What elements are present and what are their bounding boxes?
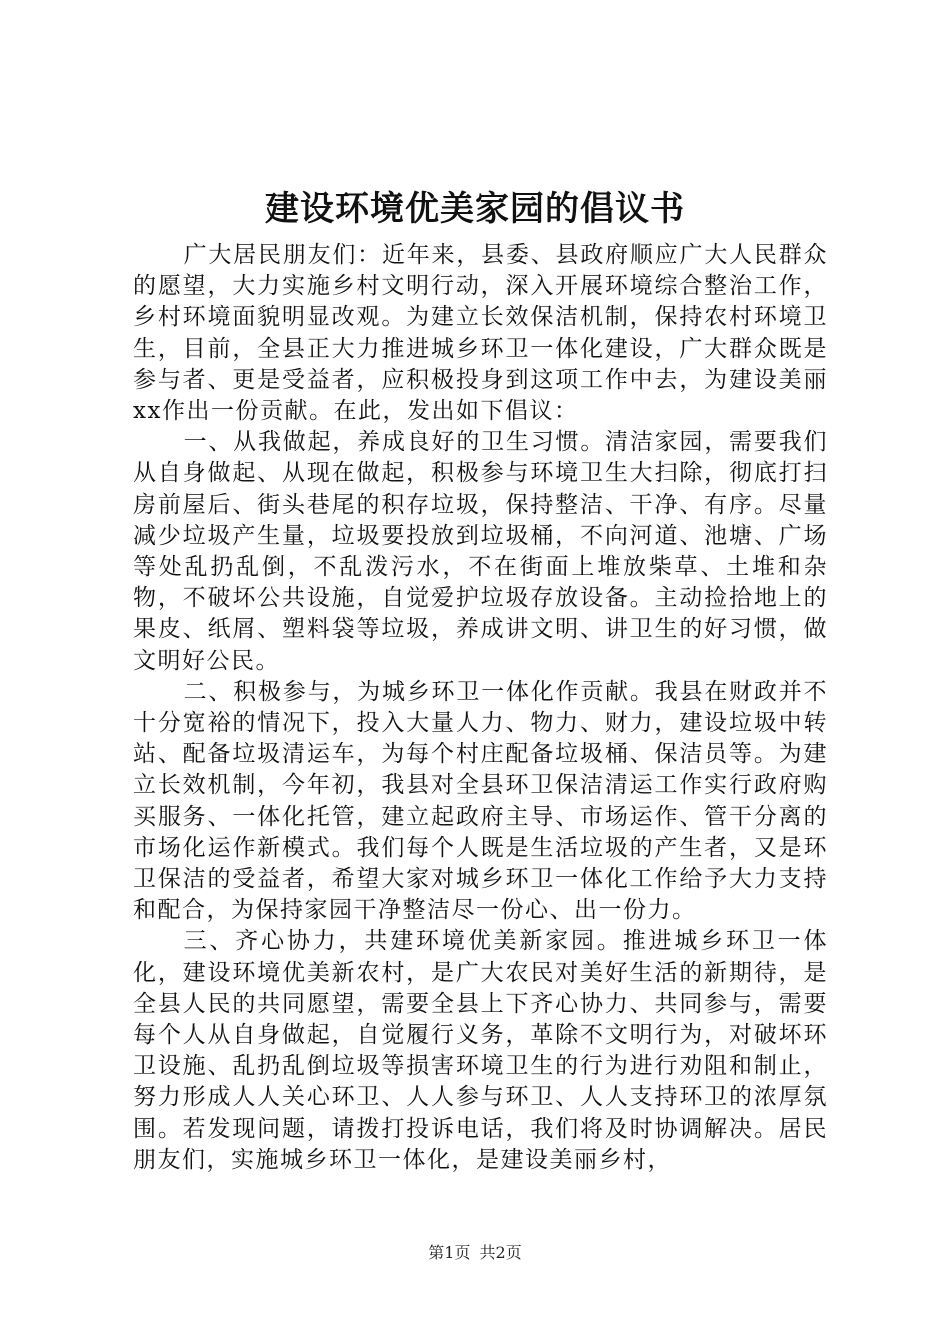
page-total: 共2页 [479, 1243, 522, 1262]
paragraph-section-3: 三、齐心协力，共建环境优美新家园。推进城乡环卫一体化，建设环境优美新农村，是广大农民对美好生活的新期待，是全县人民的共同愿望，需要全县上下齐心协力、共同参与，需要每个人从自身做起，自觉履行义务，革除不文明行为，对破坏环卫设施、乱扔乱倒垃圾等损害环境卫生的行为进行劝阻和制止，努力形成人人关心环卫、人人参与环卫、人人支持环卫的浓厚氛围。若发现问题，请拨打投诉电话，我们将及时协调解决。居民朋友们，实施城乡环卫一体化，是建设美丽乡村， [133, 928, 828, 1173]
paragraph-section-2: 二、积极参与，为城乡环卫一体化作贡献。我县在财政并不十分宽裕的情况下，投入大量人力、物力、财力，建设垃圾中转站、配备垃圾清运车，为每个村庄配备垃圾桶、保洁员等。为建立长效机制，今年初，我县对全县环卫保洁清运工作实行政府购买服务、一体化托管，建立起政府主导、市场运作、管干分离的市场化运作新模式。我们每个人既是生活垃圾的产生者，又是环卫保洁的受益者，希望大家对城乡环卫一体化工作给予大力支持和配合，为保持家园干净整洁尽一份心、出一份力。 [133, 678, 828, 924]
page-footer [0, 1243, 950, 1263]
paragraph-section-1: 一、从我做起，养成良好的卫生习惯。清洁家园，需要我们从自身做起、从现在做起，积极参与环境卫生大扫除，彻底打扫房前屋后、街头巷尾的积存垃圾，保持整洁、干净、有序。尽量减少垃圾产生量，垃圾要投放到垃圾桶，不向河道、池塘、广场等处乱扔乱倒，不乱泼污水，不在街面上堆放柴草、土堆和杂物，不破坏公共设施，自觉爱护垃圾存放设备。主动捡拾地上的果皮、纸屑、塑料袋等垃圾，养成讲文明、讲卫生的好习惯，做文明好公民。 [133, 429, 828, 674]
paragraph-intro: 广大居民朋友们：近年来，县委、县政府顺应广大人民群众的愿望，大力实施乡村文明行动，深入开展环境综合整治工作，乡村环境面貌明显改观。为建立长效保洁机制，保持农村环境卫生，目前，全县正大力推进城乡环卫一体化建设，广大群众既是参与者、更是受益者，应积极投身到这项工作中去，为建设美丽xx作出一份贡献。在此，发出如下倡议： [133, 242, 828, 425]
document-title: 建设环境优美家园的倡议书 [265, 189, 685, 229]
document-body [133, 240, 828, 1176]
page-number: 第1页 [428, 1243, 471, 1262]
